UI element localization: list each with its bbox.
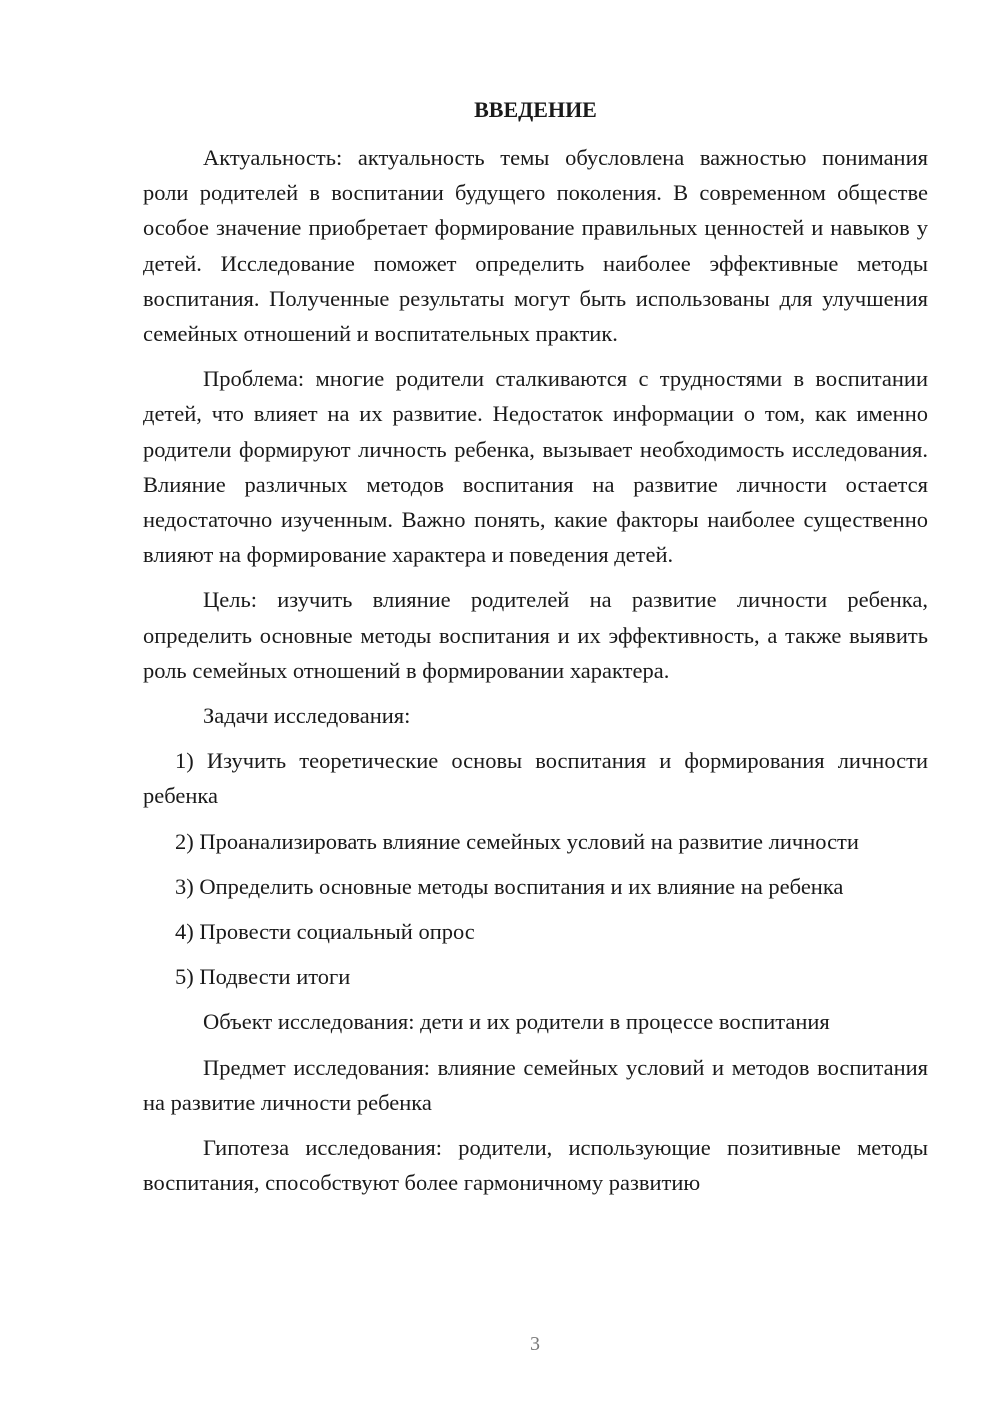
subject-paragraph: Предмет исследования: влияние семейных условий и методов воспитания на развитие личности ребенка (143, 1054, 928, 1115)
page-title: ВВЕДЕНИЕ (474, 97, 597, 122)
problem-paragraph: Проблема: многие родители сталкиваются с трудностями в воспитании детей, что влияет на их развитие. Недостаток информации о том, как именно родители формируют личность ребенка, вызывает необходимость исследования. Влияние различных методов воспитания на развитие личности остается недостаточно изученным. Важно понять, какие факторы наиболее существенно влияют на формирование характера и поведения детей. (143, 366, 928, 568)
page-number: 3 (530, 1333, 540, 1355)
tasks-intro: Задачи исследования: (203, 703, 411, 729)
task-item: 4) Провести социальный опрос (175, 919, 475, 945)
tasks-list (143, 743, 928, 994)
relevance-paragraph: Актуальность: актуальность темы обусловлена важностью понимания роли родителей в воспитании будущего поколения. В современном обществе особое значение приобретает формирование правильных ценностей и навыков у детей. Исследование поможет определить наиболее эффективные методы воспитания. Полученные результаты могут быть использованы для улучшения семейных отношений и воспитательных практик. (143, 145, 928, 347)
task-item: 2) Проанализировать влияние семейных условий на развитие личности (175, 828, 859, 854)
hypothesis-paragraph: Гипотеза исследования: родители, использующие позитивные методы воспитания, способствуют более гармоничному развитию (143, 1135, 928, 1196)
task-item: 5) Подвести итоги (175, 964, 351, 990)
goal-paragraph: Цель: изучить влияние родителей на развитие личности ребенка, определить основные методы воспитания и их эффективность, а также выявить роль семейных отношений в формировании характера. (143, 587, 928, 683)
object-paragraph: Объект исследования: дети и их родители в процессе воспитания (203, 1009, 830, 1035)
task-item: 1) Изучить теоретические основы воспитания и формирования личности ребенка (143, 748, 928, 809)
task-item: 3) Определить основные методы воспитания и их влияние на ребенка (175, 873, 844, 899)
page-content (143, 94, 928, 1210)
